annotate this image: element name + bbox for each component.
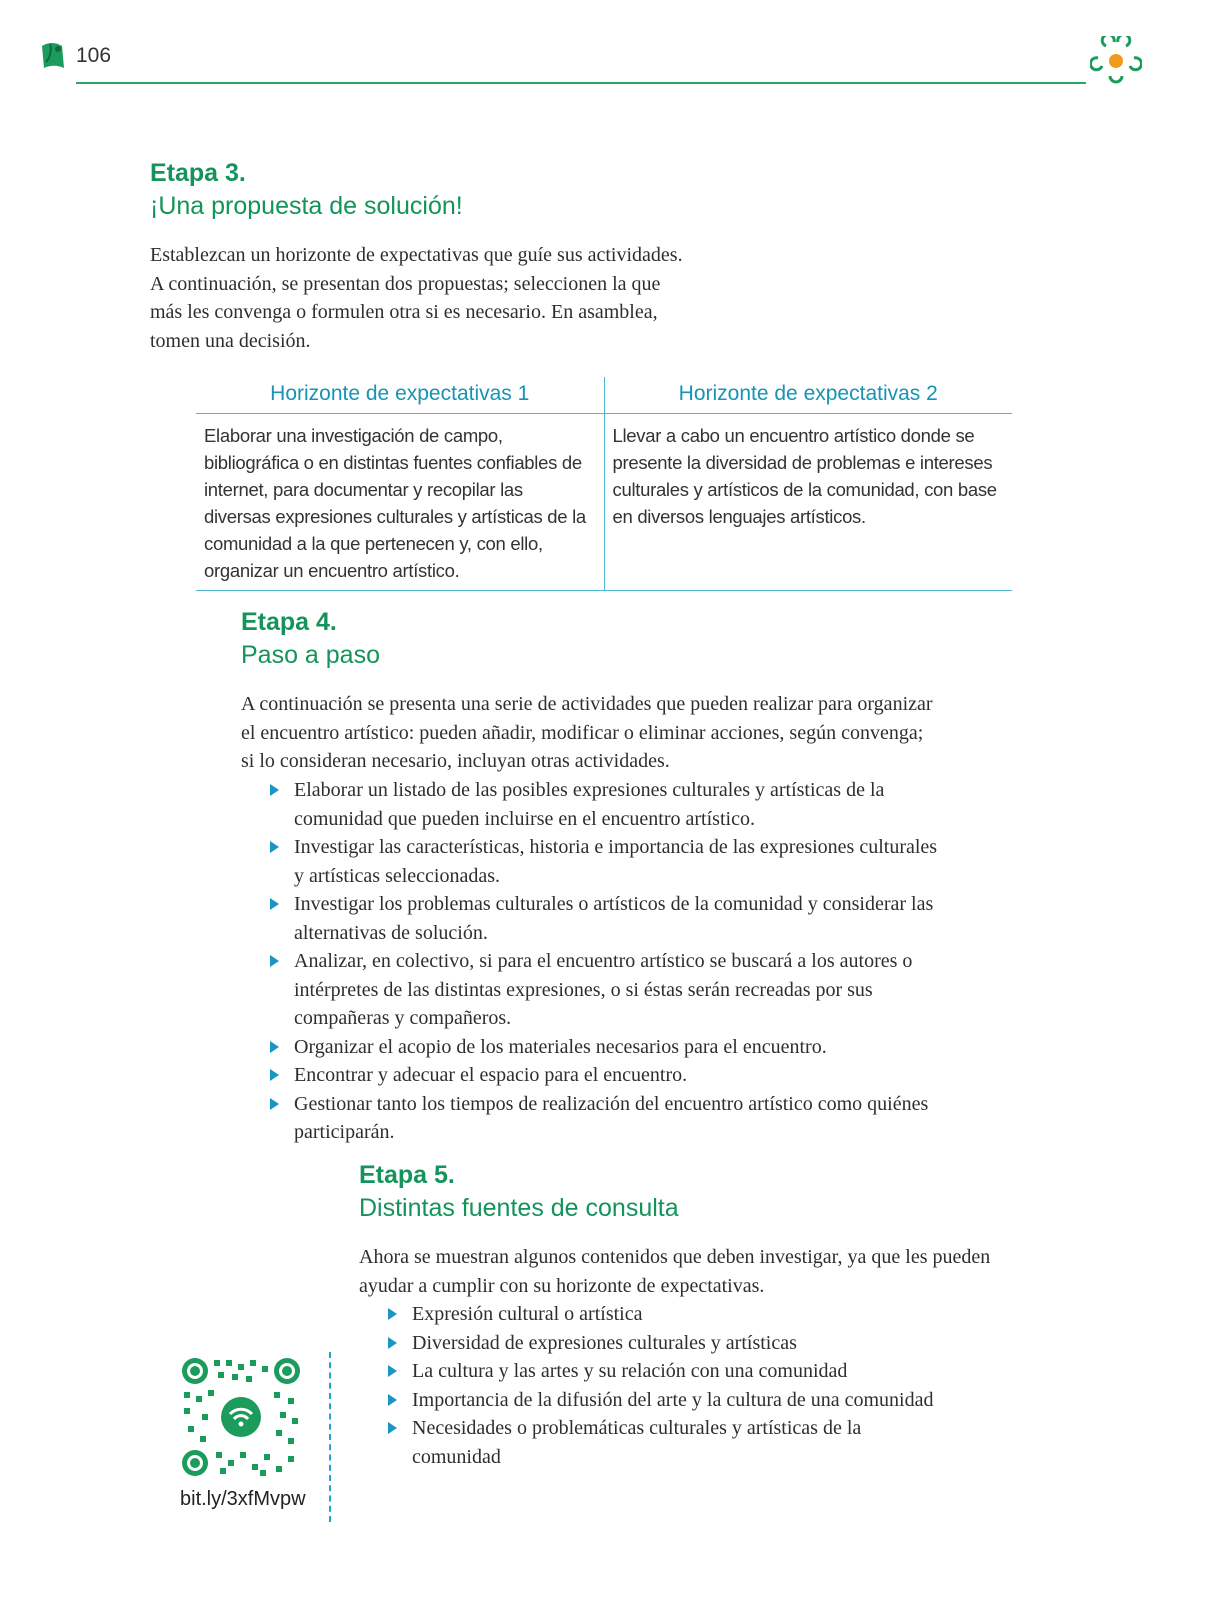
bullet-icon (270, 898, 279, 910)
table-header-row (196, 377, 1012, 414)
stage5-intro: Ahora se muestran algunos contenidos que deben investigar, ya que les pueden ayudar a cumplir con su horizonte de expectativas. (359, 1246, 991, 1297)
bullet-icon (270, 1069, 279, 1081)
page-number: 106 (76, 44, 112, 67)
qr-link-text[interactable]: bit.ly/3xfMvpw (180, 1488, 306, 1510)
list-item: Gestionar tanto los tiempos de realización del encuentro artístico como quiénes participarán. (268, 1090, 948, 1147)
table-header-2: Horizonte de expectativas 2 (678, 382, 938, 405)
stage4-number: Etapa 4. (241, 608, 337, 636)
stage5-title: Distintas fuentes de consulta (359, 1194, 679, 1222)
list-item: Importancia de la difusión del arte y la cultura de una comunidad (386, 1386, 1006, 1415)
stage5-number: Etapa 5. (359, 1161, 455, 1189)
stage3-intro: Establezcan un horizonte de expectativas que guíe sus actividades. A continuación, se presentan dos propuestas; seleccionen la que más les convenga o formulen otra si es necesario. En asamblea, tomen una decisión. (150, 244, 683, 352)
list-item: Encontrar y adecuar el espacio para el encuentro. (268, 1061, 948, 1090)
list-item: La cultura y las artes y su relación con una comunidad (386, 1357, 1006, 1386)
stage4-intro: A continuación se presenta una serie de actividades que pueden realizar para organizar el encuentro artístico: pueden añadir, modificar o eliminar acciones, según convenga; si lo consideran necesario, incluyan otras actividades. (241, 693, 933, 772)
stage3-title: ¡Una propuesta de solución! (150, 192, 463, 220)
dashed-divider (329, 1352, 331, 1522)
book-logo-icon (38, 40, 68, 74)
stage5-topic-list (386, 1300, 1006, 1471)
list-item: Expresión cultural o artística (386, 1300, 1006, 1329)
bullet-icon (270, 1098, 279, 1110)
list-item: Organizar el acopio de los materiales necesarios para el encuentro. (268, 1033, 948, 1062)
table-cell-2: Llevar a cabo un encuentro artístico donde se presente la diversidad de problemas e intereses culturales y artísticos de la comunidad, con base en diversos lenguajes artísticos. (612, 425, 997, 527)
list-item: Investigar las características, historia e importancia de las expresiones culturales y artísticas seleccionadas. (268, 833, 948, 890)
table-cell-1: Elaborar una investigación de campo, bibliográfica o en distintas fuentes confiables de internet, para documentar y recopilar las diversas expresiones culturales y artísticas de la comunidad a la que pertenecen y, con ello, organizar un encuentro artístico. (196, 414, 605, 590)
bullet-icon (270, 841, 279, 853)
list-item: Diversidad de expresiones culturales y artísticas (386, 1329, 1006, 1358)
stage4-title: Paso a paso (241, 641, 380, 669)
bullet-icon (388, 1365, 397, 1377)
list-item: Investigar los problemas culturales o artísticos de la comunidad y considerar las alternativas de solución. (268, 890, 948, 947)
bullet-icon (388, 1422, 397, 1434)
bullet-icon (388, 1308, 397, 1320)
community-logo-icon (1090, 36, 1142, 86)
stage4-activity-list (268, 776, 948, 1147)
header-rule (76, 82, 1086, 84)
bullet-icon (270, 784, 279, 796)
bullet-icon (270, 955, 279, 967)
table-header-1: Horizonte de expectativas 1 (196, 377, 605, 413)
bullet-icon (270, 1041, 279, 1053)
list-item: Elaborar un listado de las posibles expresiones culturales y artísticas de la comunidad que pueden incluirse en el encuentro artístico. (268, 776, 948, 833)
list-item: Analizar, en colectivo, si para el encuentro artístico se buscará a los autores o intérpretes de las distintas expresiones, o si éstas serán recreadas por sus compañeras y compañeros. (268, 947, 948, 1033)
stage3-number: Etapa 3. (150, 159, 246, 187)
bullet-icon (388, 1394, 397, 1406)
table-row (196, 414, 1012, 591)
bullet-icon (388, 1337, 397, 1349)
expectations-table (196, 377, 1012, 591)
qr-code-icon[interactable] (180, 1356, 302, 1478)
list-item: Necesidades o problemáticas culturales y artísticas de la comunidad (386, 1414, 882, 1471)
